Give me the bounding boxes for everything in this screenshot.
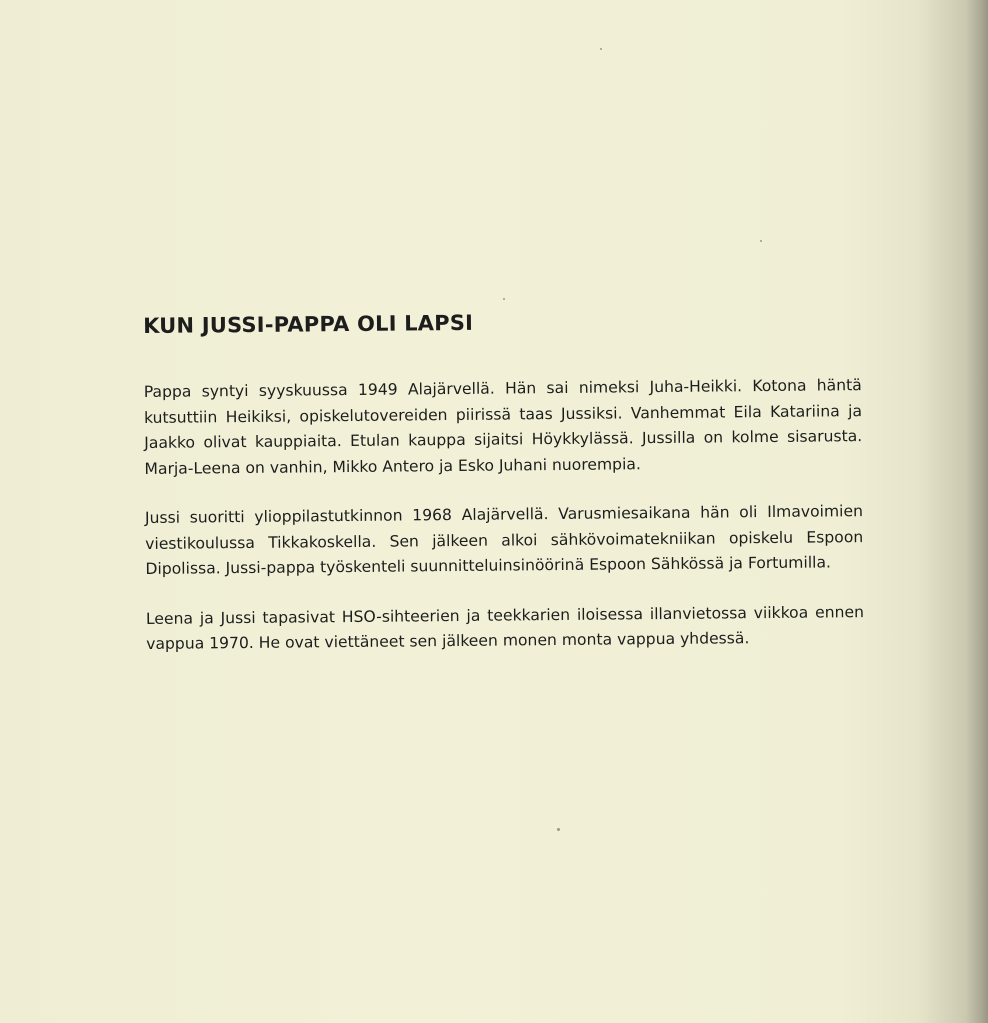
paragraph-1: Pappa syntyi syyskuussa 1949 Alajärvellä. Hän sai nimeksi Juha-Heikki. Kotona häntä kutsuttiin Heikiksi, opiskelutovereiden piirissä taas Jussiksi. Vanhemmat Eila Katariina ja Jaakko olivat kauppiaita. Etulan kauppa sijaitsi Höykkylässä. Jussilla on kolme sisarusta. Marja-Leena on vanhin, Mikko Antero ja Esko Juhani nuorempia. [143,376,863,478]
paper-speck [503,298,505,300]
paper-speck [557,828,560,831]
paragraph-3: Leena ja Jussi tapasivat HSO-sihteerien ja teekkarien iloisessa illanvietossa viikkoa ennen vappua 1970. He ovat viettäneet sen jälkeen monen monta vappua yhdessä. [145,602,864,653]
page-title: KUN JUSSI-PAPPA OLI LAPSI [143,310,474,338]
page-spine-shadow [966,0,988,1023]
paragraph-2: Jussi suoritti ylioppilastutkinnon 1968 Alajärvellä. Varusmiesaikana hän oli Ilmavoimien viestikoulussa Tikkakoskella. Sen jälkeen alkoi sähkövoimatekniikan opiskelu Espoon Dipolissa. Jussi-pappa työskenteli suunnitteluinsinöörinä Espoon Sähkössä ja Fortumilla. [144,502,864,578]
paper-speck [760,240,762,242]
article [143,305,865,681]
paper-speck [600,48,602,50]
